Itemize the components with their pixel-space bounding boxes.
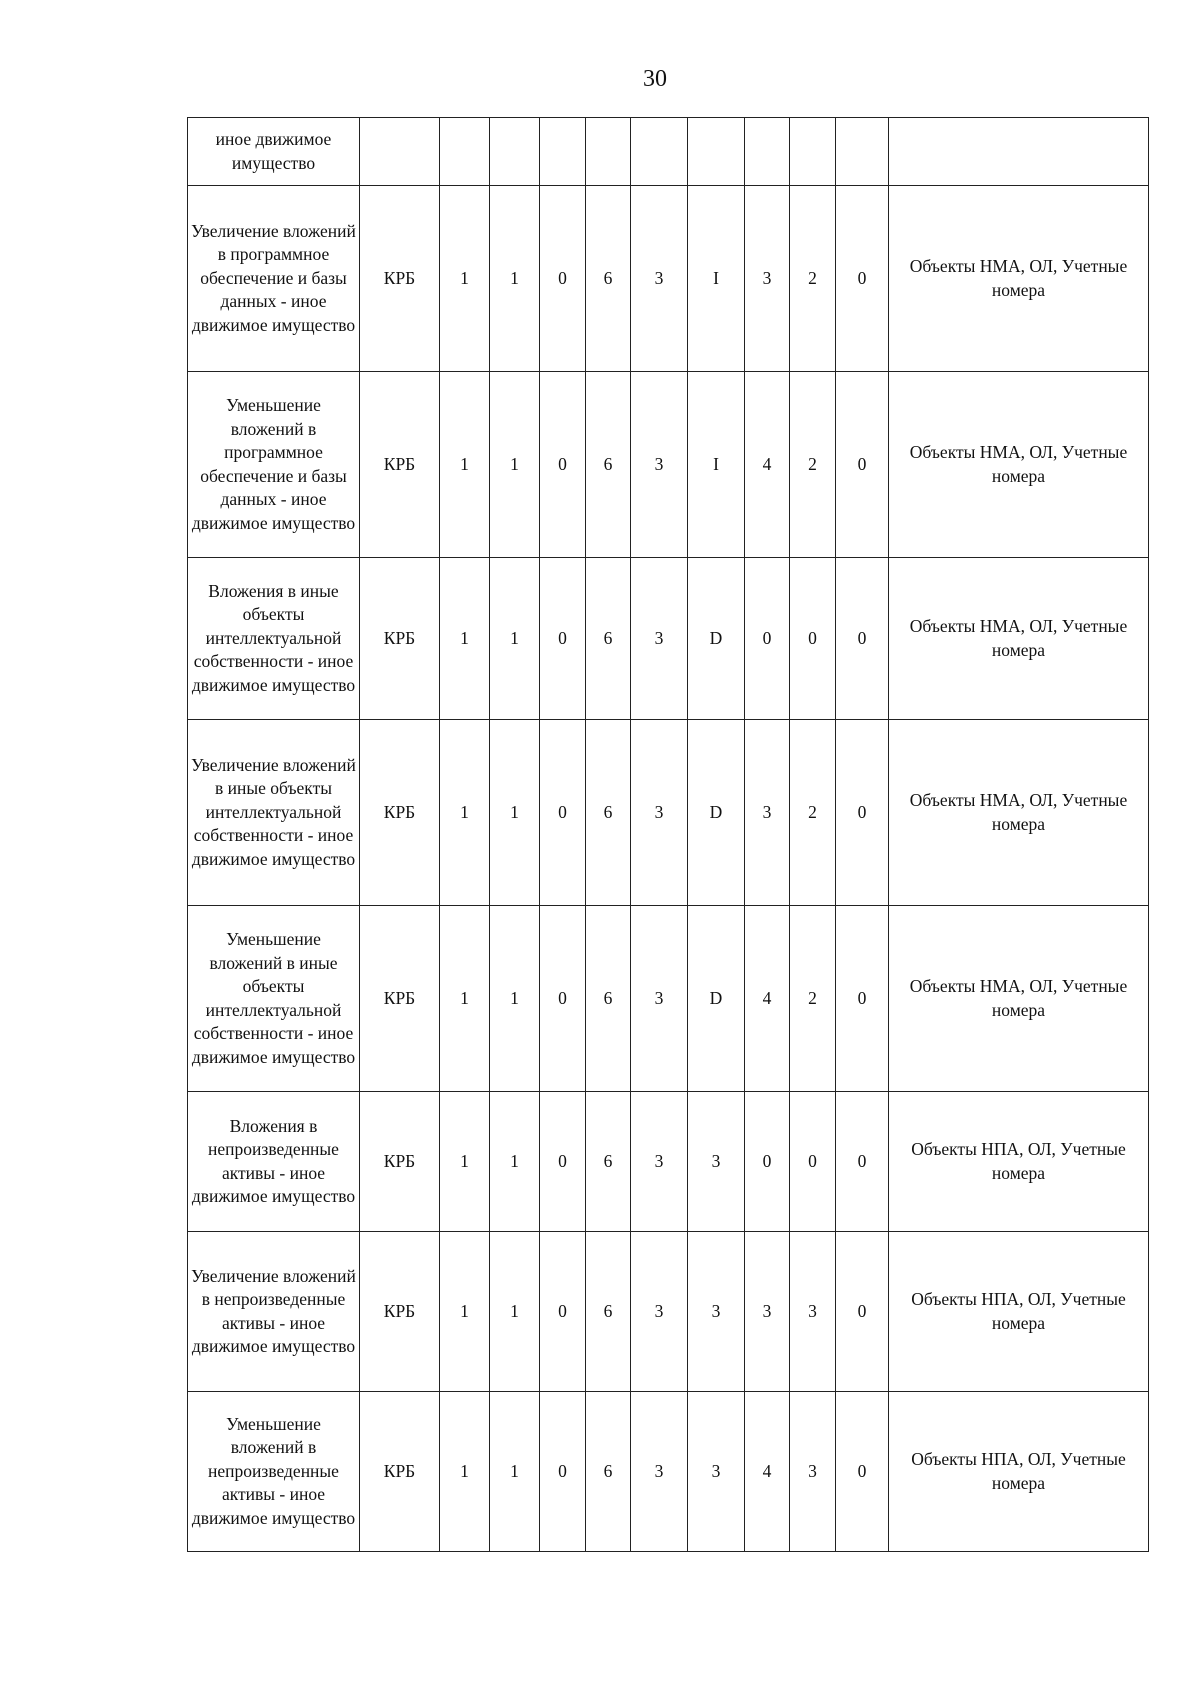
table-row — [188, 372, 1149, 558]
table-row — [188, 1092, 1149, 1232]
budget-type-cell — [360, 118, 440, 186]
code-digit-cell: 6 — [586, 1392, 631, 1552]
code-digit-cell: 1 — [440, 906, 490, 1092]
code-digit-cell: D — [688, 558, 745, 720]
code-digit-cell: 3 — [790, 1232, 836, 1392]
code-digit-cell: 0 — [540, 1232, 586, 1392]
account-name-cell: Вложения в иные объекты интеллектуальной собственности - иное движимое имущество — [188, 558, 360, 720]
code-digit-cell: 0 — [540, 1392, 586, 1552]
code-digit-cell — [490, 118, 540, 186]
code-digit-cell: 6 — [586, 1232, 631, 1392]
budget-type-cell: КРБ — [360, 1232, 440, 1392]
code-digit-cell: 3 — [745, 1232, 790, 1392]
analytics-cell: Объекты НМА, ОЛ, Учетные номера — [889, 720, 1149, 906]
analytics-cell: Объекты НМА, ОЛ, Учетные номера — [889, 186, 1149, 372]
budget-type-cell: КРБ — [360, 1092, 440, 1232]
code-digit-cell: 0 — [745, 1092, 790, 1232]
code-digit-cell: 3 — [631, 186, 688, 372]
account-name-cell: Уменьшение вложений в иные объекты интеллектуальной собственности - иное движимое имущество — [188, 906, 360, 1092]
analytics-cell: Объекты НМА, ОЛ, Учетные номера — [889, 558, 1149, 720]
budget-type-cell: КРБ — [360, 720, 440, 906]
code-digit-cell: 3 — [631, 1392, 688, 1552]
account-name-cell: Уменьшение вложений в непроизведенные активы - иное движимое имущество — [188, 1392, 360, 1552]
code-digit-cell: 1 — [490, 1232, 540, 1392]
code-digit-cell: 1 — [440, 720, 490, 906]
table-row — [188, 1232, 1149, 1392]
code-digit-cell: 1 — [440, 372, 490, 558]
budget-type-cell: КРБ — [360, 906, 440, 1092]
analytics-cell: Объекты НПА, ОЛ, Учетные номера — [889, 1232, 1149, 1392]
analytics-cell — [889, 118, 1149, 186]
code-digit-cell — [440, 118, 490, 186]
code-digit-cell — [790, 118, 836, 186]
code-digit-cell: 6 — [586, 558, 631, 720]
code-digit-cell: 3 — [790, 1392, 836, 1552]
code-digit-cell: 0 — [836, 906, 889, 1092]
code-digit-cell: 1 — [490, 1092, 540, 1232]
code-digit-cell: 4 — [745, 906, 790, 1092]
code-digit-cell: 0 — [836, 1232, 889, 1392]
account-name-cell: Увеличение вложений в непроизведенные активы - иное движимое имущество — [188, 1232, 360, 1392]
budget-type-cell: КРБ — [360, 372, 440, 558]
code-digit-cell: 0 — [790, 558, 836, 720]
budget-type-cell: КРБ — [360, 1392, 440, 1552]
code-digit-cell: 0 — [540, 186, 586, 372]
account-name-cell: иное движимое имущество — [188, 118, 360, 186]
code-digit-cell: 6 — [586, 186, 631, 372]
code-digit-cell: 0 — [836, 720, 889, 906]
code-digit-cell: 0 — [745, 558, 790, 720]
code-digit-cell: D — [688, 720, 745, 906]
code-digit-cell: 0 — [836, 558, 889, 720]
account-name-cell: Вложения в непроизведенные активы - иное движимое имущество — [188, 1092, 360, 1232]
budget-type-cell: КРБ — [360, 558, 440, 720]
analytics-cell: Объекты НМА, ОЛ, Учетные номера — [889, 372, 1149, 558]
analytics-cell: Объекты НМА, ОЛ, Учетные номера — [889, 906, 1149, 1092]
code-digit-cell: 1 — [440, 1232, 490, 1392]
code-digit-cell: I — [688, 186, 745, 372]
table-row — [188, 186, 1149, 372]
table-row — [188, 906, 1149, 1092]
code-digit-cell: 1 — [440, 186, 490, 372]
code-digit-cell: 0 — [540, 720, 586, 906]
code-digit-cell — [586, 118, 631, 186]
code-digit-cell: 0 — [540, 372, 586, 558]
code-digit-cell: 1 — [490, 558, 540, 720]
code-digit-cell: 0 — [540, 906, 586, 1092]
code-digit-cell: 1 — [440, 558, 490, 720]
accounts-table — [187, 117, 1149, 1552]
code-digit-cell: 1 — [490, 906, 540, 1092]
analytics-cell: Объекты НПА, ОЛ, Учетные номера — [889, 1392, 1149, 1552]
code-digit-cell — [745, 118, 790, 186]
page-number: 30 — [643, 66, 667, 92]
analytics-cell: Объекты НПА, ОЛ, Учетные номера — [889, 1092, 1149, 1232]
code-digit-cell: 2 — [790, 906, 836, 1092]
code-digit-cell: 6 — [586, 372, 631, 558]
code-digit-cell: 3 — [688, 1392, 745, 1552]
code-digit-cell: 1 — [440, 1092, 490, 1232]
account-name-cell: Увеличение вложений в иные объекты интеллектуальной собственности - иное движимое имущество — [188, 720, 360, 906]
code-digit-cell: 3 — [631, 1232, 688, 1392]
code-digit-cell: 0 — [790, 1092, 836, 1232]
code-digit-cell: 4 — [745, 1392, 790, 1552]
code-digit-cell: 0 — [836, 372, 889, 558]
code-digit-cell: 3 — [688, 1232, 745, 1392]
code-digit-cell: 3 — [631, 906, 688, 1092]
code-digit-cell: 1 — [440, 1392, 490, 1552]
budget-type-cell: КРБ — [360, 186, 440, 372]
code-digit-cell: 0 — [836, 1092, 889, 1232]
code-digit-cell: 3 — [631, 372, 688, 558]
code-digit-cell: 0 — [836, 1392, 889, 1552]
code-digit-cell: 1 — [490, 372, 540, 558]
code-digit-cell: I — [688, 372, 745, 558]
code-digit-cell — [688, 118, 745, 186]
code-digit-cell: 3 — [631, 720, 688, 906]
code-digit-cell: 6 — [586, 720, 631, 906]
code-digit-cell — [540, 118, 586, 186]
code-digit-cell: 6 — [586, 906, 631, 1092]
code-digit-cell: 0 — [540, 1092, 586, 1232]
code-digit-cell: 4 — [745, 372, 790, 558]
code-digit-cell — [631, 118, 688, 186]
code-digit-cell: D — [688, 906, 745, 1092]
code-digit-cell: 3 — [631, 558, 688, 720]
code-digit-cell: 3 — [631, 1092, 688, 1232]
code-digit-cell: 1 — [490, 186, 540, 372]
code-digit-cell: 1 — [490, 1392, 540, 1552]
code-digit-cell — [836, 118, 889, 186]
code-digit-cell: 2 — [790, 186, 836, 372]
table-row — [188, 1392, 1149, 1552]
account-name-cell: Уменьшение вложений в программное обеспечение и базы данных - иное движимое имущество — [188, 372, 360, 558]
table-row — [188, 558, 1149, 720]
code-digit-cell: 3 — [688, 1092, 745, 1232]
code-digit-cell: 6 — [586, 1092, 631, 1232]
table-row — [188, 720, 1149, 906]
code-digit-cell: 1 — [490, 720, 540, 906]
table-row — [188, 118, 1149, 186]
code-digit-cell: 0 — [540, 558, 586, 720]
code-digit-cell: 3 — [745, 186, 790, 372]
code-digit-cell: 2 — [790, 720, 836, 906]
code-digit-cell: 2 — [790, 372, 836, 558]
code-digit-cell: 3 — [745, 720, 790, 906]
code-digit-cell: 0 — [836, 186, 889, 372]
account-name-cell: Увеличение вложений в программное обеспечение и базы данных - иное движимое имущество — [188, 186, 360, 372]
